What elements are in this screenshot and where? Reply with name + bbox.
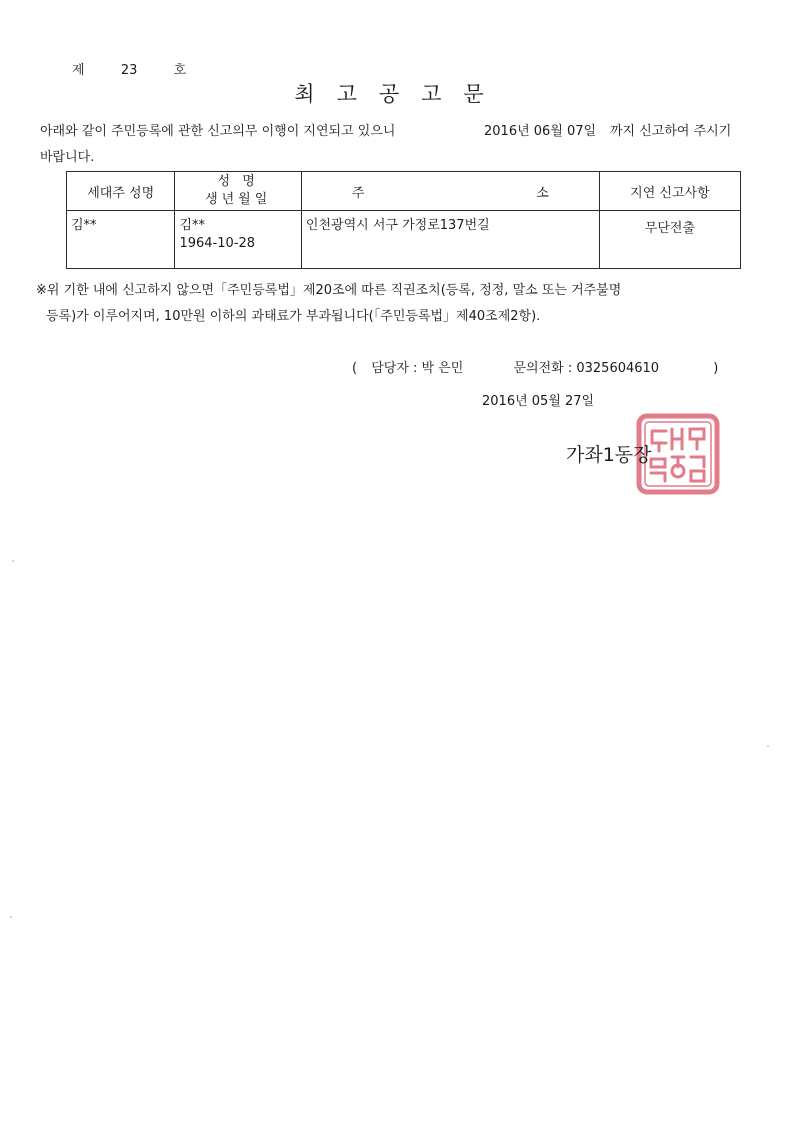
header-birth: 생년월일: [205, 192, 272, 207]
intro-deadline: 2016년 06월 07일: [484, 124, 597, 139]
scan-speck: [12, 560, 14, 562]
birth-value: 1964-10-28: [179, 236, 255, 251]
issue-number-line: [72, 59, 186, 78]
cell-householder: [67, 211, 175, 269]
contact-line: [352, 357, 718, 376]
header-address-a: 주: [351, 185, 365, 201]
intro-line-2: 바랍니다.: [40, 150, 95, 165]
cell-name-birth: [175, 211, 301, 269]
header-address-b: 소: [536, 185, 549, 201]
issue-date: 2016년 05월 27일: [482, 394, 595, 409]
page-title: 최고공고문: [294, 82, 506, 106]
warning-line-1: ※위 기한 내에 신고하지 않으면「주민등록법」제20조에 따른 직권조치(등록, 정정, 말소 또는 거주불명: [36, 283, 622, 298]
householder-value: 김**: [71, 218, 97, 233]
intro-line-1-tail: 까지 신고하여 주시기: [610, 124, 732, 139]
name-value: 김**: [179, 218, 205, 233]
address-value: 인천광역시 서구 가정로137번길: [305, 218, 490, 233]
intro-line-1: 아래와 같이 주민등록에 관한 신고의무 이행이 지연되고 있으니: [40, 124, 396, 139]
cell-overdue: [599, 211, 740, 269]
header-name: 성 명: [217, 174, 259, 189]
overdue-value: 무단전출: [644, 221, 696, 236]
issue-suffix: 호: [173, 63, 187, 78]
issue-prefix: 제: [72, 63, 85, 78]
header-overdue: 지연 신고사항: [599, 172, 740, 211]
table-header-row: [67, 172, 741, 211]
contact-phone: 문의전화 : 0325604610: [513, 361, 660, 376]
table-row: [67, 211, 741, 269]
contact-close-paren: ): [713, 361, 719, 376]
contact-open-paren: (: [352, 361, 358, 376]
header-householder: 세대주 성명: [67, 172, 175, 211]
contact-manager: 담당자 : 박 은민: [371, 361, 464, 376]
header-name-birth: [175, 172, 301, 211]
issue-number: 23: [120, 63, 138, 78]
issuer-name: 가좌1동장: [566, 444, 652, 466]
notice-table: [66, 171, 741, 269]
header-address: [301, 172, 599, 211]
warning-line-2: 등록)가 이루어지며, 10만원 이하의 과태료가 부과됩니다(「주민등록법」제40조제2항).: [46, 309, 541, 324]
scan-speck: [767, 745, 769, 747]
scan-speck: [10, 916, 12, 918]
cell-address: [301, 211, 599, 269]
